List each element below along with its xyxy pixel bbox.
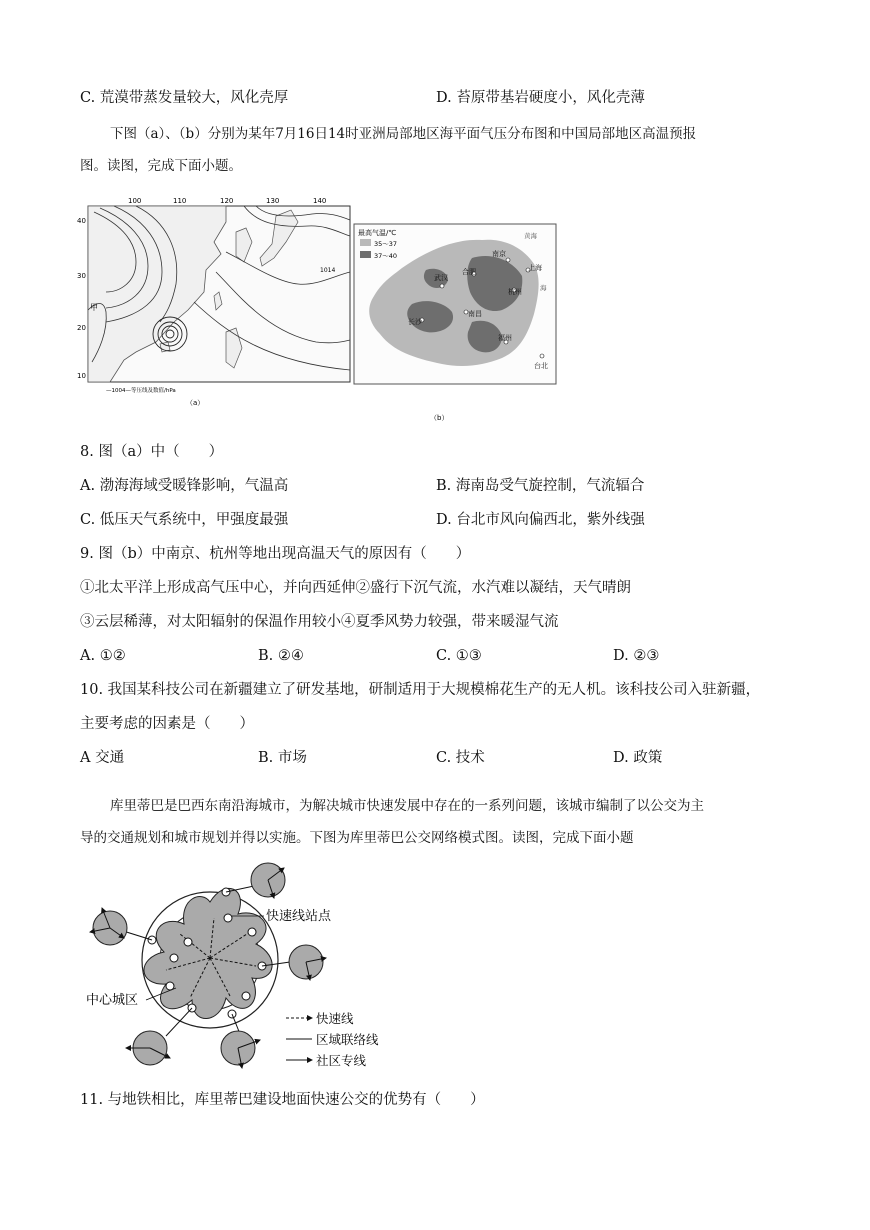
legend-swatch-35-37 — [360, 239, 371, 246]
intro-8-9-line1: 下图（a）、（b）分别为某年7月16日14时亚洲局部地区海平面气压分布图和中国局部地区高温预报 — [110, 126, 697, 142]
q8-option-a: A. 渤海海域受暖锋影响，气温高 — [80, 478, 289, 494]
q8-option-b: B. 海南岛受气旋控制，气流辐合 — [436, 478, 645, 494]
city-shanghai: 上海 — [528, 264, 542, 272]
sea-label-huanghai: 黄海 — [524, 232, 537, 240]
map-a-legend: —1004—等压线及数值/hPa — [106, 388, 176, 394]
figure-c-bus-network — [80, 858, 410, 1078]
lon-tick-110: 110 — [173, 197, 187, 205]
label-station: 快速线站点 — [266, 909, 332, 924]
city-changsha: 长沙 — [408, 318, 422, 326]
lat-tick-20: 20 — [77, 324, 86, 332]
legend-b-title: 最高气温/℃ — [358, 229, 397, 237]
figure-b-temperature-map — [352, 218, 562, 423]
lon-tick-120: 120 — [220, 197, 234, 205]
q10-stem-line1: 10. 我国某科技公司在新疆建立了研发基地，研制适用于大规模棉花生产的无人机。该科技公司入驻新疆， — [80, 682, 761, 698]
q10-option-a: A 交通 — [80, 750, 125, 766]
city-hefei: 合肥 — [462, 268, 476, 276]
lon-tick-130: 130 — [266, 197, 280, 205]
legend-label-35-37: 35～37 — [374, 240, 398, 248]
legend-label-express: 快速线 — [316, 1011, 354, 1026]
q9-option-c: C. ①③ — [436, 648, 482, 664]
q8-option-d: D. 台北市风向偏西北，紫外线强 — [436, 512, 645, 528]
q11-stem: 11. 与地铁相比，库里蒂巴建设地面快速公交的优势有（ ） — [80, 1092, 485, 1108]
q9-option-d: D. ②③ — [613, 648, 660, 664]
legend-label-regional: 区域联络线 — [316, 1032, 379, 1047]
lon-tick-140: 140 — [313, 197, 327, 205]
city-wuhan: 武汉 — [434, 274, 448, 282]
label-center: 中心城区 — [86, 993, 139, 1008]
city-hangzhou: 杭州 — [508, 288, 522, 296]
figure-b-caption: （b） — [430, 414, 449, 422]
lon-tick-100: 100 — [128, 197, 142, 205]
q10-option-d: D. 政策 — [613, 750, 663, 766]
city-taibei: 台北 — [534, 362, 548, 370]
intro-8-9-line2: 图。读图，完成下面小题。 — [80, 158, 242, 174]
q9-option-b: B. ②④ — [258, 648, 304, 664]
q10-option-c: C. 技术 — [436, 750, 485, 766]
lat-tick-10: 10 — [77, 372, 86, 380]
intro-11-line1: 库里蒂巴是巴西东南沿海城市，为解决城市快速发展中存在的一系列问题，该城市编制了以公交为主 — [110, 798, 704, 814]
figure-a-pressure-map — [76, 192, 356, 407]
city-fuzhou: 福州 — [498, 334, 512, 342]
city-nanjing: 南京 — [492, 250, 506, 258]
q7-option-c: C. 荒漠带蒸发量较大，风化壳厚 — [80, 90, 289, 106]
figure-a-caption: （a） — [186, 399, 205, 407]
q9-stem: 9. 图（b）中南京、杭州等地出现高温天气的原因有（ ） — [80, 546, 471, 562]
isobar-label-1014: 1014 — [320, 267, 336, 274]
city-nanchang: 南昌 — [468, 310, 482, 318]
q9-statement-line2: ③云层稀薄，对太阳辐射的保温作用较小④夏季风势力较强，带来暖湿气流 — [80, 614, 559, 630]
legend-label-37-40: 37～40 — [374, 252, 398, 260]
q10-stem-line2: 主要考虑的因素是（ ） — [80, 716, 254, 732]
q9-option-a: A. ①② — [80, 648, 126, 664]
sea-label-hai: 海 — [540, 284, 547, 292]
lat-tick-40: 40 — [77, 217, 86, 225]
q8-option-c: C. 低压天气系统中，甲强度最强 — [80, 512, 289, 528]
intro-11-line2: 导的交通规划和城市规划并得以实施。下图为库里蒂巴公交网络模式图。读图，完成下面小题 — [80, 830, 634, 846]
q7-option-d: D. 苔原带基岩硬度小，风化壳薄 — [436, 90, 645, 106]
legend-label-community: 社区专线 — [316, 1053, 367, 1068]
q8-stem: 8. 图（a）中（ ） — [80, 444, 224, 460]
legend-swatch-37-40 — [360, 251, 371, 258]
q9-statement-line1: ①北太平洋上形成高气压中心，并向西延伸②盛行下沉气流，水汽难以凝结，天气晴朗 — [80, 580, 631, 596]
place-jia-label: 甲 — [90, 303, 98, 312]
lat-tick-30: 30 — [77, 272, 86, 280]
q10-option-b: B. 市场 — [258, 750, 307, 766]
